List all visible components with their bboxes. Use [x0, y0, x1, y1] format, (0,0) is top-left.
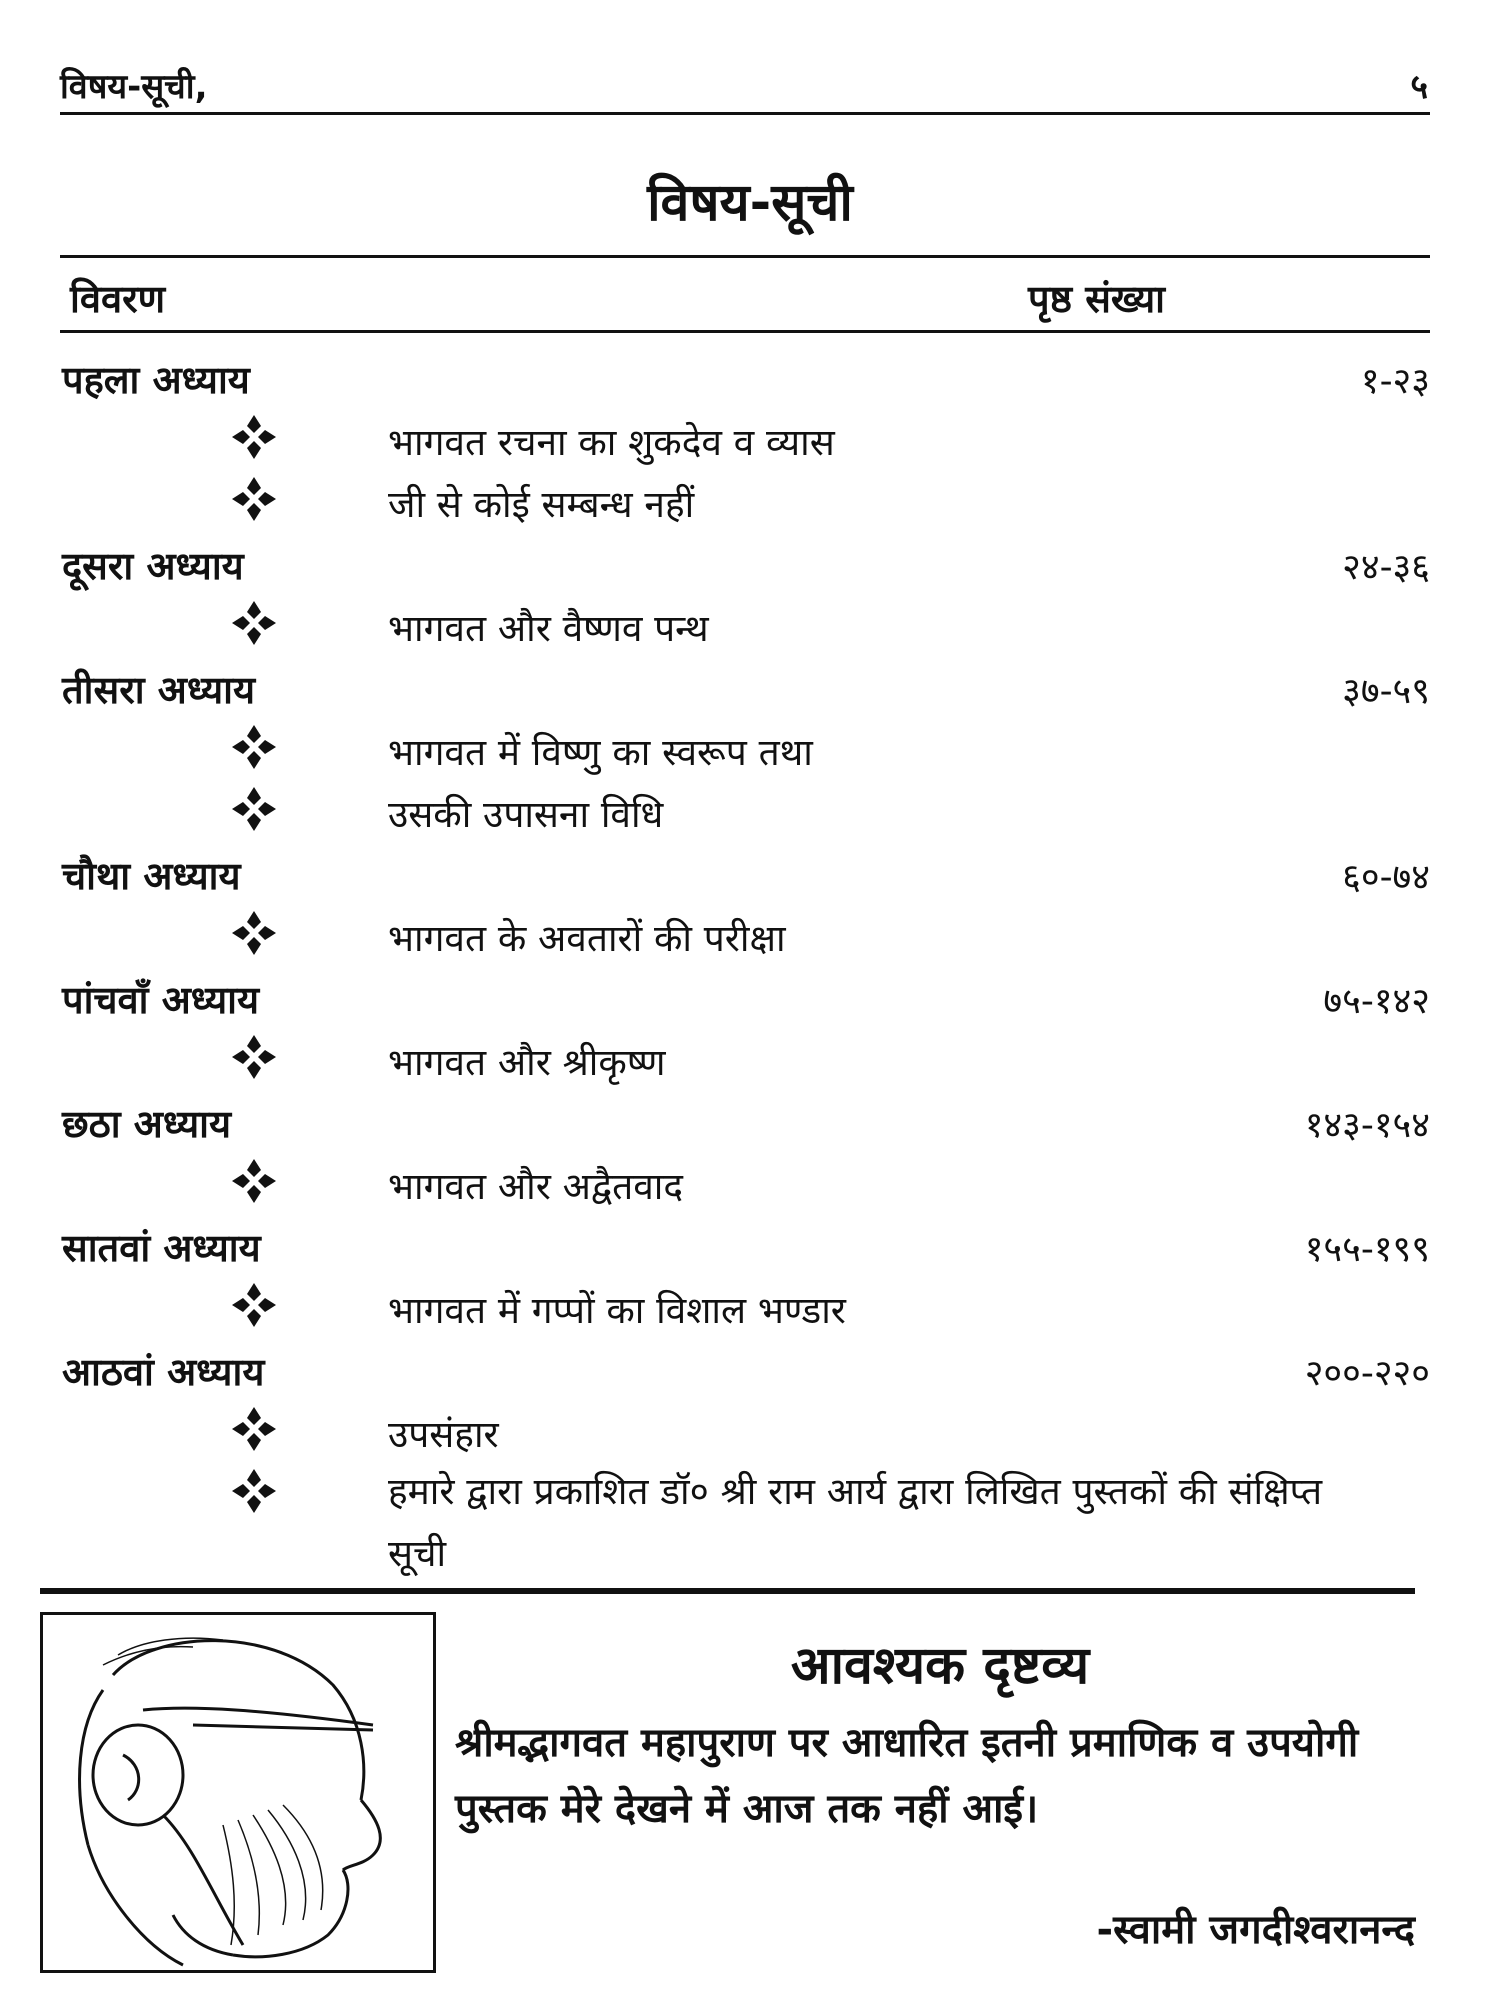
- chapter-title: चौथा अध्याय: [62, 854, 241, 898]
- chapter-entry: [0, 841, 1500, 965]
- chapter-title: पहला अध्याय: [62, 358, 250, 402]
- chapter-topic: भागवत और वैष्णव पन्थ: [388, 607, 709, 650]
- running-header-title: विषय-सूची,: [60, 67, 208, 107]
- chapter-topic: भागवत में गप्पों का विशाल भण्डार: [388, 1289, 846, 1332]
- chapter-pages: २००-२२०: [1304, 1353, 1430, 1394]
- chapter-topic: उसकी उपासना विधि: [388, 793, 664, 836]
- chapter-pages: ६०-७४: [1342, 857, 1430, 898]
- chapter-pages: १४३-१५४: [1304, 1105, 1430, 1146]
- chapter-entry: [0, 345, 1500, 531]
- chapter-title: छठा अध्याय: [62, 1102, 232, 1146]
- diamond-bullet-icon: [228, 473, 280, 525]
- chapter-topic: भागवत और अद्वैतवाद: [388, 1165, 684, 1208]
- diamond-bullet-icon: [228, 1465, 280, 1517]
- author-portrait: [40, 1612, 436, 1973]
- chapter-pages: १५५-१९९: [1304, 1229, 1430, 1270]
- page-number: ५: [1410, 67, 1428, 107]
- page-title: विषय-सूची: [647, 173, 853, 233]
- chapter-pages: २४-३६: [1342, 547, 1430, 588]
- chapter-title: पांचवाँ अध्याय: [62, 978, 259, 1022]
- diamond-bullet-icon: [228, 1403, 280, 1455]
- chapter-entry: [0, 531, 1500, 655]
- chapter-topic: भागवत के अवतारों की परीक्षा: [388, 917, 786, 960]
- title-rule: [60, 255, 1430, 258]
- chapter-title: तीसरा अध्याय: [62, 668, 256, 712]
- chapter-entry: [0, 1089, 1500, 1213]
- section-divider: [40, 1588, 1415, 1594]
- chapter-pages: ३७-५९: [1342, 671, 1430, 712]
- chapter-entry: [0, 1213, 1500, 1337]
- chapter-topic: उपसंहार: [388, 1413, 499, 1456]
- portrait-sketch-icon: [43, 1615, 433, 1970]
- chapter-entry: [0, 655, 1500, 841]
- diamond-bullet-icon: [228, 1031, 280, 1083]
- chapter-entry: [0, 1337, 1500, 1585]
- column-header-description: विवरण: [70, 277, 166, 321]
- chapter-topic: जी से कोई सम्बन्ध नहीं: [388, 483, 695, 526]
- diamond-bullet-icon: [228, 721, 280, 773]
- note-title: आवश्यक दृष्टव्य: [790, 1636, 1090, 1696]
- diamond-bullet-icon: [228, 783, 280, 835]
- chapter-pages: ७५-१४२: [1323, 981, 1430, 1022]
- column-header-pages: पृष्ठ संख्या: [1028, 277, 1165, 321]
- contents-list: [0, 345, 1500, 1585]
- diamond-bullet-icon: [228, 597, 280, 649]
- column-header-rule: [60, 330, 1430, 333]
- chapter-entry: [0, 965, 1500, 1089]
- header-rule: [60, 112, 1430, 115]
- chapter-title: दूसरा अध्याय: [62, 544, 244, 588]
- diamond-bullet-icon: [228, 1279, 280, 1331]
- chapter-title: सातवां अध्याय: [62, 1226, 261, 1270]
- note-quote: श्रीमद्भागवत महापुराण पर आधारित इतनी प्रमाणिक व उपयोगी पुस्तक मेरे देखने में आज तक नहीं आई।: [455, 1720, 1359, 1832]
- chapter-topic: भागवत रचना का शुकदेव व व्यास: [388, 421, 835, 464]
- note-signature: -स्वामी जगदीश्वरानन्द: [1096, 1907, 1415, 1953]
- chapter-topic: हमारे द्वारा प्रकाशित डॉ० श्री राम आर्य द्वारा लिखित पुस्तकों की संक्षिप्त सूची: [388, 1470, 1323, 1575]
- diamond-bullet-icon: [228, 411, 280, 463]
- chapter-pages: १-२३: [1360, 361, 1430, 402]
- chapter-topic: भागवत में विष्णु का स्वरूप तथा: [388, 731, 813, 774]
- diamond-bullet-icon: [228, 907, 280, 959]
- chapter-topic: भागवत और श्रीकृष्ण: [388, 1041, 666, 1084]
- diamond-bullet-icon: [228, 1155, 280, 1207]
- chapter-title: आठवां अध्याय: [62, 1350, 265, 1394]
